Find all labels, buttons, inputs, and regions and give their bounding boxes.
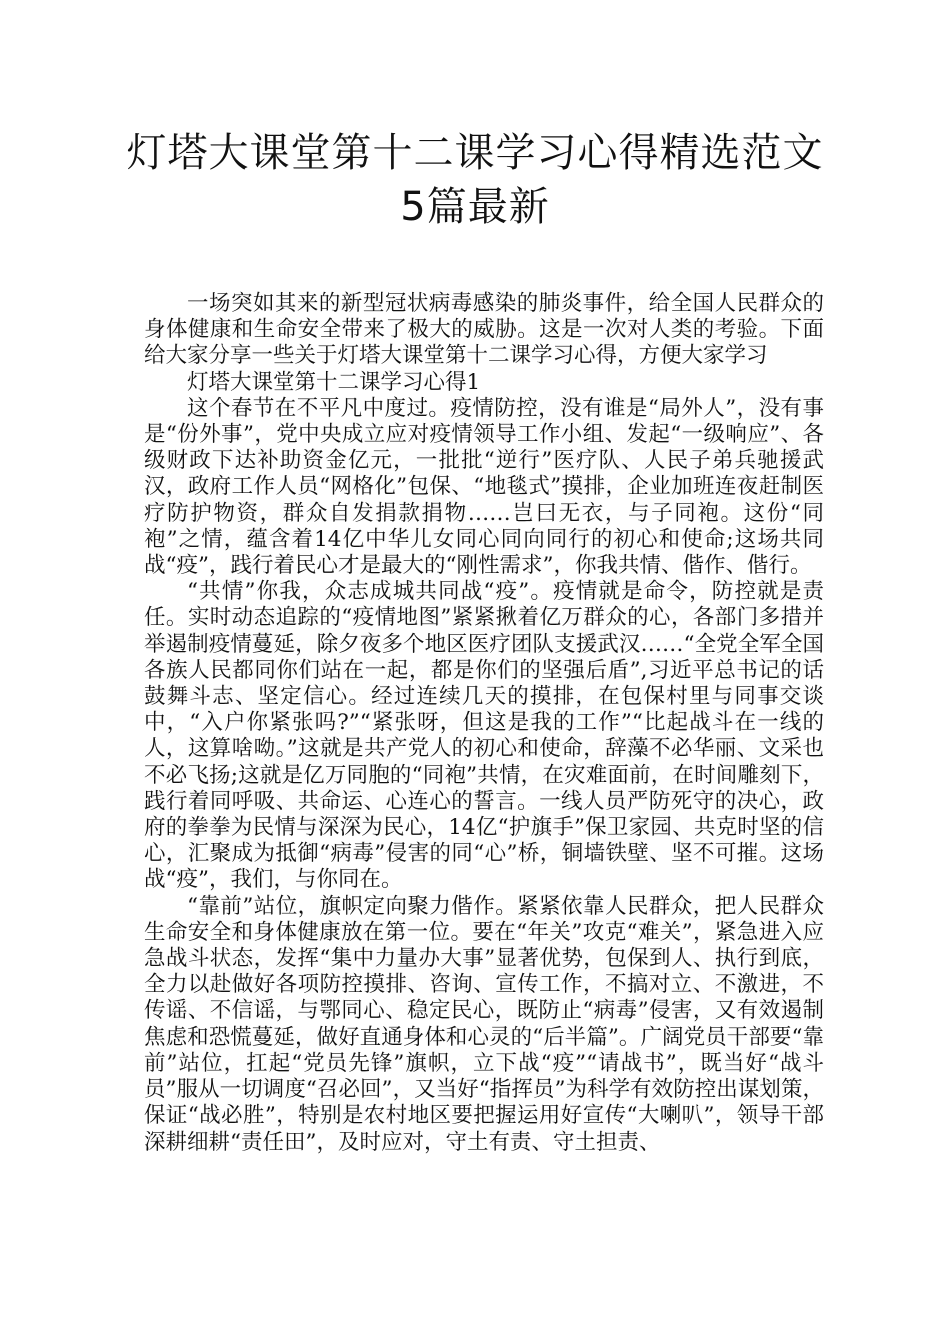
document-body [144, 291, 824, 1156]
intro-paragraph: 一场突如其来的新型冠状病毒感染的肺炎事件，给全国人民群众的身体健康和生命安全带来了极大的威胁。这是一次对人类的考验。下面给大家分享一些关于灯塔大课堂第十二课学习心得，方便大家学习 [144, 291, 824, 369]
title-line-1: 灯塔大课堂第十二课学习心得精选范文 [126, 130, 824, 176]
section-heading: 灯塔大课堂第十二课学习心得1 [187, 369, 481, 395]
body-paragraph: “靠前”站位，旗帜定向聚力偕作。紧紧依靠人民群众，把人民群众生命安全和身体健康放在第一位。要在“年关”攻克“难关”，紧急进入应急战斗状态，发挥“集中力量办大事”显著优势，包保到人、执行到底，全力以赴做好各项防控摸排、咨询、宣传工作，不搞对立、不激进，不传谣、不信谣，与鄂同心、稳定民心，既防止“病毒”侵害，又有效遏制焦虑和恐慌蔓延，做好直通身体和心灵的“后半篇”。广阔党员干部要“靠前”站位，扛起“党员先锋”旗帜，立下战“疫”“请战书”，既当好“战斗员”服从一切调度“召必回”，又当好“指挥员”为科学有效防控出谋划策，保证“战必胜”，特别是农村地区要把握运用好宣传“大喇叭”，领导干部深耕细耕“责任田”，及时应对，守土有责、守土担责、 [144, 893, 824, 1155]
title-line-2: 5篇最新 [400, 184, 550, 230]
document-title [100, 126, 850, 234]
body-paragraph: “共情”你我，众志成城共同战“疫”。疫情就是命令，防控就是责任。实时动态追踪的“疫情地图”紧紧揪着亿万群众的心，各部门多措并举遏制疫情蔓延，除夕夜多个地区医疗团队支援武汉……“全党全军全国各族人民都同你们站在一起，都是你们的坚强后盾”,习近平总书记的话鼓舞斗志、坚定信心。经过连续几天的摸排，在包保村里与同事交谈中，“入户你紧张吗?”“紧张呀，但这是我的工作”“比起战斗在一线的人，这算啥呦。”这就是共产党人的初心和使命，辞藻不必华丽、文采也不必飞扬;这就是亿万同胞的“同袍”共情，在灾难面前，在时间雕刻下，践行着同呼吸、共命运、心连心的誓言。一线人员严防死守的决心，政府的拳拳为民情与深深为民心，14亿“护旗手”保卫家园、共克时坚的信心，汇聚成为抵御“病毒”侵害的同“心”桥，铜墙铁壁、坚不可摧。这场战“疫”，我们，与你同在。 [144, 579, 824, 893]
body-paragraph: 这个春节在不平凡中度过。疫情防控，没有谁是“局外人”，没有事是“份外事”，党中央成立应对疫情领导工作小组、发起“一级响应”、各级财政下达补助资金亿元，一批批“逆行”医疗队、人民子弟兵驰援武汉，政府工作人员“网格化”包保、“地毯式”摸排，企业加班连夜赶制医疗防护物资，群众自发捐款捐物……岂曰无衣，与子同袍。这份“同袍”之情，蕴含着14亿中华儿女同心同向同行的初心和使命;这场共同战“疫”，践行着民心才是最大的“刚性需求”，你我共情、偕作、偕行。 [144, 395, 824, 579]
